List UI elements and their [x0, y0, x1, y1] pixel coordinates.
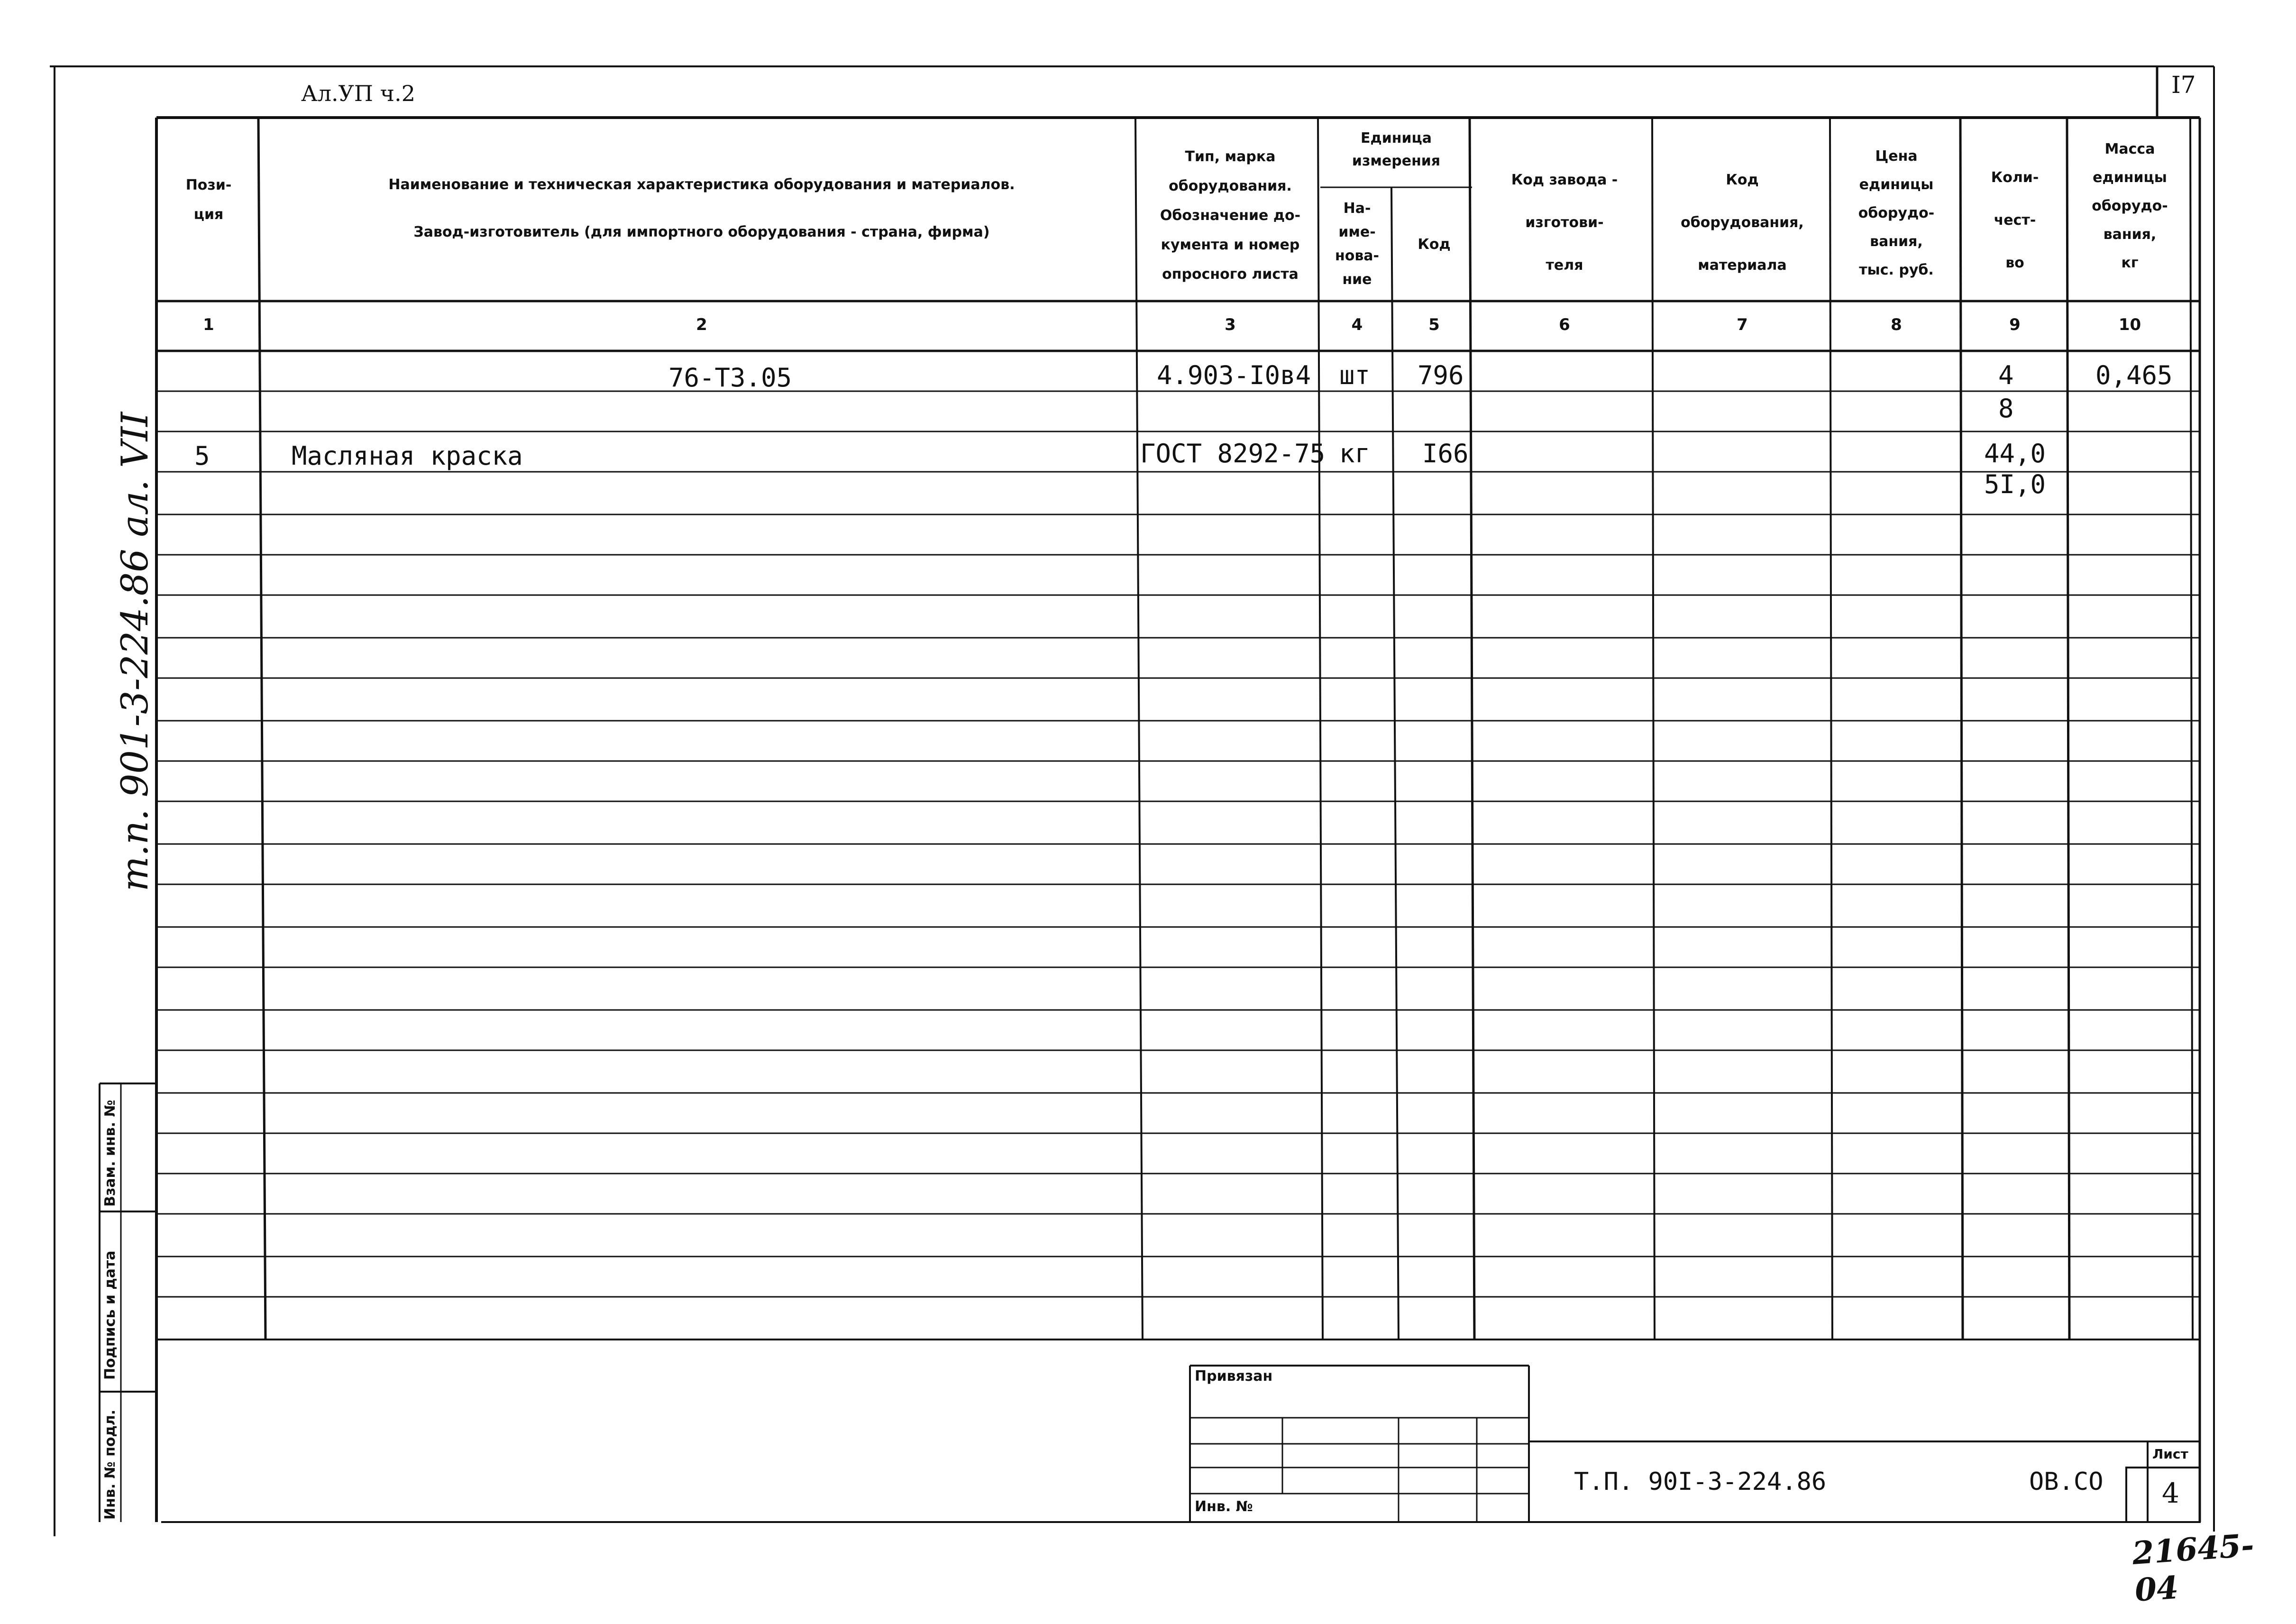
- col-number-5: 5: [1428, 315, 1440, 334]
- row-1-unit-name: шт: [1339, 360, 1371, 390]
- col-number-1: 1: [203, 315, 214, 334]
- row-3-name: Масляная краска: [292, 441, 523, 471]
- col-header-unit-name: На- име- нова- ние: [1335, 200, 1380, 288]
- col-header-type: Тип, марка оборудования. Обозначение до- кумента и номер опросного листа: [1160, 148, 1301, 283]
- document-code: Т.П. 90I-3-224.86: [1574, 1468, 1827, 1496]
- row-1-mass: 0,465: [2095, 360, 2173, 390]
- col-number-3: 3: [1225, 315, 1236, 334]
- row-2-quantity: 8: [1998, 394, 2014, 423]
- col-header-unit-mass: Масса единицы оборудо- вания, кг: [2092, 141, 2168, 271]
- col-number-7: 7: [1737, 315, 1748, 334]
- album-reference: Ал.УП ч.2: [301, 81, 415, 106]
- stamp-podpis-data: Подпись и дата: [102, 1250, 119, 1380]
- stamp-vzam-inv: Взам. инв. №: [102, 1100, 119, 1207]
- inv-no-label: Инв. №: [1195, 1498, 1253, 1515]
- col-header-quantity: Коли- чест- во: [1991, 169, 2039, 271]
- row-3-position: 5: [194, 441, 210, 471]
- col-header-name: Наименование и техническая характеристика оборудования и материалов. Завод-изготовитель (для импортного оборудования - страна, фирма): [388, 176, 1015, 240]
- row-3-unit-name: кг: [1339, 439, 1371, 468]
- col-number-8: 8: [1891, 315, 1902, 334]
- row-3-quantity: 44,0: [1984, 439, 2046, 468]
- row-1-type-doc: 4.903-I0в4: [1157, 360, 1311, 390]
- privyazan-label: Привязан: [1195, 1368, 1273, 1385]
- col-number-2: 2: [696, 315, 707, 334]
- row-3-type-doc: ГОСТ 8292-75: [1140, 439, 1326, 468]
- col-header-unit-group: Единица измерения: [1352, 130, 1441, 169]
- col-number-10: 10: [2118, 315, 2141, 334]
- sheet-page-number: I7: [2171, 71, 2196, 99]
- col-header-position: Пози- ция: [185, 177, 232, 223]
- col-header-plant-code: Код завода - изготови- теля: [1511, 172, 1618, 274]
- document-mark: ОВ.СО: [2029, 1468, 2104, 1496]
- sheet-label: Лист: [2152, 1446, 2188, 1462]
- col-number-9: 9: [2009, 315, 2021, 334]
- col-header-unit-code: Код: [1418, 236, 1451, 253]
- archive-number: 21645-04: [2131, 1526, 2255, 1609]
- row-3-unit-code: I66: [1422, 439, 1469, 468]
- row-1-quantity: 4: [1998, 360, 2014, 390]
- col-header-equipment-code: Код оборудования, материала: [1681, 172, 1804, 274]
- row-1-name: 76-Т3.05: [668, 363, 792, 393]
- col-header-unit-price: Цена единицы оборудо- вания, тыс. руб.: [1858, 148, 1935, 278]
- side-project-reference: т.п. 901-3-224.86 ал. VII: [114, 412, 156, 891]
- col-number-4: 4: [1351, 315, 1363, 334]
- row-1-unit-code: 796: [1418, 360, 1464, 390]
- stamp-inv-podl: Инв. № подл.: [102, 1409, 119, 1520]
- sheet-number: 4: [2162, 1477, 2179, 1509]
- row-4-quantity: 5I,0: [1984, 469, 2046, 499]
- col-number-6: 6: [1559, 315, 1570, 334]
